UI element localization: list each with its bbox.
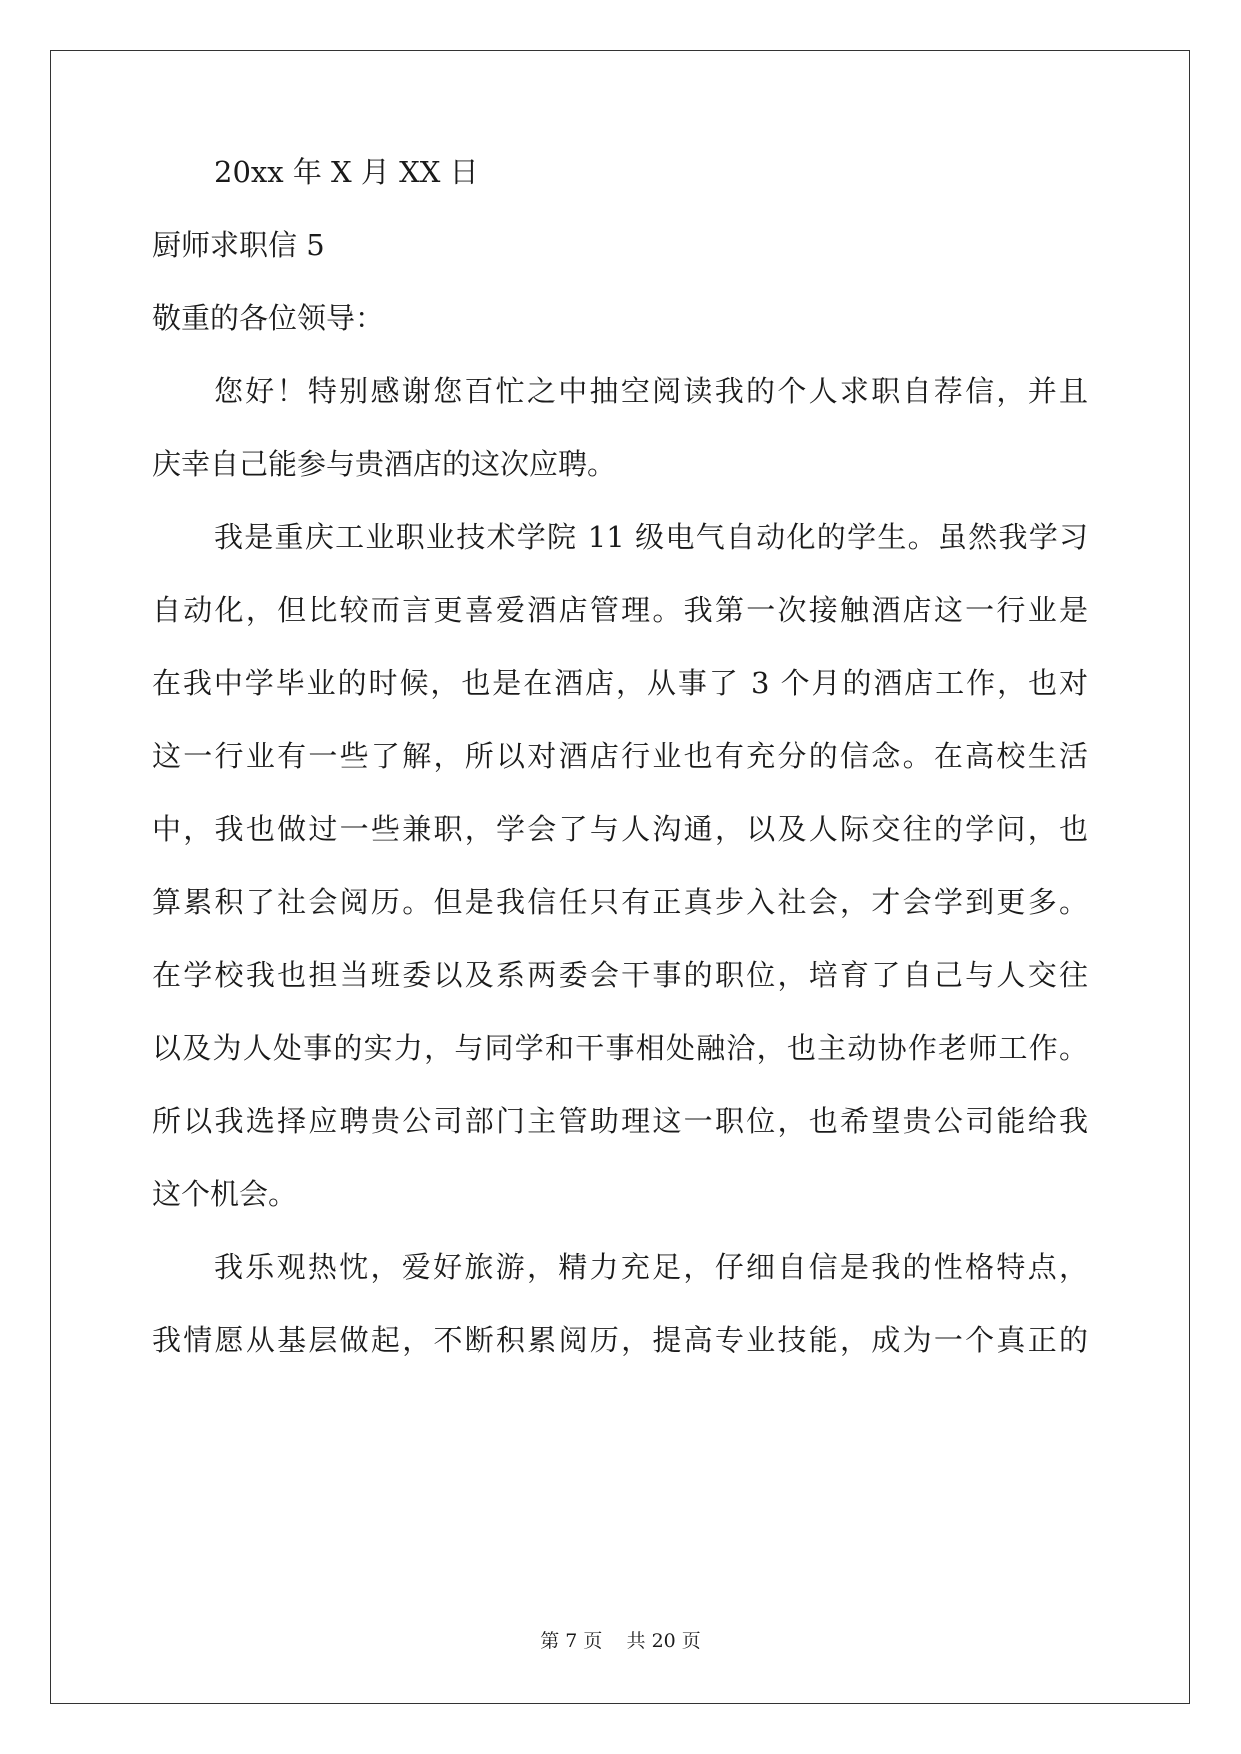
body-line: 您好！特别感谢您百忙之中抽空阅读我的个人求职自荐信，并且 [214,374,1088,408]
body-line: 我情愿从基层做起，不断积累阅历，提高专业技能，成为一个真正的 [152,1323,1088,1357]
page-number-footer: 第 7 页 共 20 页 [540,1630,701,1652]
body-line: 算累积了社会阅历。但是我信任只有正真步入社会，才会学到更多。 [152,885,1088,919]
body-line: 这一行业有一些了解，所以对酒店行业也有充分的信念。在高校生活 [152,739,1088,773]
body-line: 我是重庆工业职业技术学院 11 级电气自动化的学生。虽然我学习 [214,520,1088,554]
salutation: 敬重的各位领导： [152,301,385,335]
body-line: 这个机会。 [152,1177,298,1211]
body-line: 在学校我也担当班委以及系两委会干事的职位，培育了自己与人交往 [152,958,1088,992]
body-line: 中，我也做过一些兼职，学会了与人沟通，以及人际交往的学问，也 [152,812,1088,846]
body-line: 所以我选择应聘贵公司部门主管助理这一职位，也希望贵公司能给我 [152,1104,1088,1138]
letter-title: 厨师求职信 5 [152,228,325,262]
body-line: 在我中学毕业的时候，也是在酒店，从事了 3 个月的酒店工作，也对 [152,666,1088,700]
body-line: 自动化，但比较而言更喜爱酒店管理。我第一次接触酒店这一行业是 [152,593,1088,627]
body-line: 我乐观热忱，爱好旅游，精力充足，仔细自信是我的性格特点， [214,1250,1088,1284]
body-line: 庆幸自己能参与贵酒店的这次应聘。 [152,447,617,481]
date-line: 20xx 年 X 月 XX 日 [214,155,479,189]
page-border [50,50,1190,1704]
body-line: 以及为人处事的实力，与同学和干事相处融洽，也主动协作老师工作。 [152,1031,1088,1065]
